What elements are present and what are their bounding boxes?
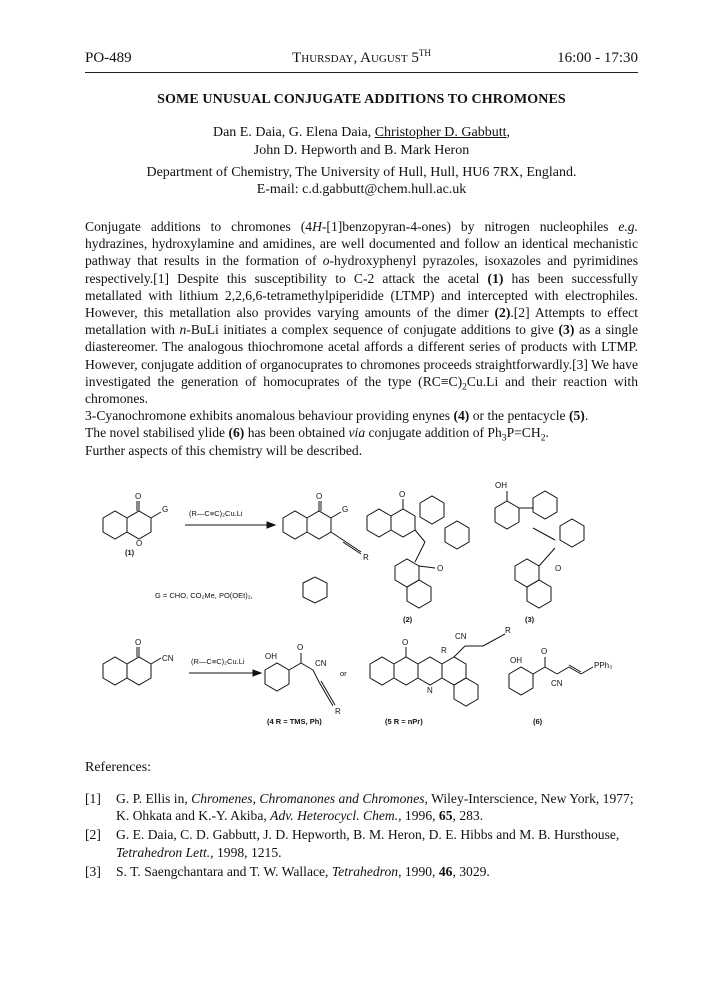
- svg-text:O: O: [316, 492, 323, 501]
- svg-text:O: O: [541, 647, 548, 656]
- svg-text:O: O: [297, 643, 304, 652]
- reagent-2: (R—C≡C)₂Cu.Li: [191, 657, 245, 666]
- svg-text:O: O: [555, 564, 562, 573]
- svg-text:R: R: [441, 646, 447, 655]
- session-time: 16:00 - 17:30: [557, 50, 638, 66]
- session-day: Thursday, August 5TH: [292, 48, 431, 66]
- header-rule: [85, 72, 638, 73]
- affiliation: [85, 164, 638, 198]
- atom-o-1: O: [135, 492, 142, 501]
- atom-o-2: O: [136, 539, 143, 548]
- svg-text:OH: OH: [510, 656, 522, 665]
- department: Department of Chemistry, The University of Hull, Hull, HU6 7RX, England.: [146, 165, 577, 180]
- g-definition: G = CHO, CO₂Me, PO(OEt)₂,: [155, 591, 253, 600]
- svg-text:R: R: [335, 707, 341, 716]
- substituent-g: G: [162, 505, 169, 514]
- arrow-2-head: [253, 670, 261, 676]
- reference-item: [1] G. P. Ellis in, Chromenes, Chromanones and Chromones, Wiley-Interscience, New York, 1977; K. Ohkata and K.-Y. Akiba, Adv. Heterocycl. Chem., 1996, 65, 283.: [85, 791, 634, 824]
- arrow-1-head: [267, 522, 275, 528]
- svg-text:O: O: [402, 638, 409, 647]
- svg-text:OH: OH: [495, 481, 507, 490]
- poster-code: PO-489: [85, 50, 132, 66]
- label-1: (1): [125, 548, 135, 557]
- label-6: (6): [533, 717, 543, 726]
- svg-text:CN: CN: [551, 679, 563, 688]
- svg-text:R: R: [363, 553, 369, 562]
- reference-item: [3] S. T. Saengchantara and T. W. Wallace, Tetrahedron, 1990, 46, 3029.: [85, 863, 490, 879]
- svg-text:O: O: [135, 638, 142, 647]
- structure-chromanone: [283, 501, 361, 554]
- structure-3: [495, 491, 584, 608]
- svg-text:G: G: [342, 505, 349, 514]
- svg-text:CN: CN: [455, 632, 467, 641]
- reference-item: [2] G. E. Daia, C. D. Gabbutt, J. D. Hepworth, B. M. Heron, D. E. Hibbs and M. B. Hursthouse, Tetrahedron Lett., 1998, 1215.: [85, 827, 620, 860]
- abstract-body: [85, 218, 638, 459]
- reaction-scheme: [85, 468, 645, 753]
- label-2: (2): [403, 615, 413, 624]
- label-4: (4 R = TMS, Ph): [267, 717, 322, 726]
- abstract-paragraph: Further aspects of this chemistry will be described.: [85, 442, 363, 458]
- svg-text:N: N: [427, 686, 433, 695]
- reference-list: [85, 790, 638, 882]
- paper-title: SOME UNUSUAL CONJUGATE ADDITIONS TO CHROMONES: [157, 92, 566, 107]
- abstract-paragraph: 3-Cyanochromone exhibits anomalous behaviour providing enynes (4) or the pentacycle (5). The novel stabilised ylide (6) has been obtained via conjugate addition of $Ph_3P=CH_2$.: [85, 408, 589, 445]
- reagent-1: (R—C≡C)₂Cu.Li: [189, 509, 243, 518]
- structure-5: [370, 634, 505, 706]
- or-text: or: [340, 669, 347, 678]
- structure-1: [103, 501, 161, 539]
- svg-text:CN: CN: [162, 654, 174, 663]
- svg-text:O: O: [399, 490, 406, 499]
- label-5: (5 R = nPr): [385, 717, 423, 726]
- svg-text:CN: CN: [315, 659, 327, 668]
- svg-text:PPh₃: PPh₃: [594, 661, 613, 670]
- dioxane-ring: [303, 577, 327, 603]
- abstract-paragraph: Conjugate additions to chromones (4H-[1]benzopyran-4-ones) by nitrogen nucleophiles e.g. hydrazines, hydroxylamine and amidines, are well documented and follow an identical mechanistic pathway that results in the formation of o-hydroxyphenyl pyrazoles, isoxazoles and pyrimidines respectively.[1] Despite this susceptibility to C-2 attack the acetal (1) has been successfully metallated with lithium 2,2,6,6-tetramethylpiperidide (LTMP) and intercepted with electrophiles. However, this metallation also provides varying amounts of the dimer (2).[2] Attempts to effect metallation with n-BuLi initiates a complex sequence of conjugate additions to give (3) as a single diastereomer. The analogous thiochromone acetal affords a different series of products with LTMP. However, conjugate addition of organocuprates to chromones proceeds straightforwardly.[3] We have investigated the generation of homocuprates of the type $(RC\equiv C)_2Cu.Li$ and their reaction with chromones.: [85, 219, 639, 407]
- scheme-figure: [85, 468, 645, 753]
- author-list: Dan E. Daia, G. Elena Daia, Christopher D. Gabbutt, John D. Hepworth and B. Mark Heron: [212, 125, 511, 158]
- structure-2: [367, 496, 469, 608]
- running-header: [85, 50, 638, 72]
- svg-text:R: R: [505, 626, 511, 635]
- email: E-mail: c.d.gabbutt@chem.hull.ac.uk: [256, 182, 467, 197]
- structure-cyanochromone: [103, 647, 161, 685]
- references-heading: References:: [85, 760, 152, 775]
- presenting-author: Christopher D. Gabbutt: [374, 125, 507, 140]
- svg-text:O: O: [437, 564, 444, 573]
- label-3: (3): [525, 615, 535, 624]
- svg-text:OH: OH: [265, 652, 277, 661]
